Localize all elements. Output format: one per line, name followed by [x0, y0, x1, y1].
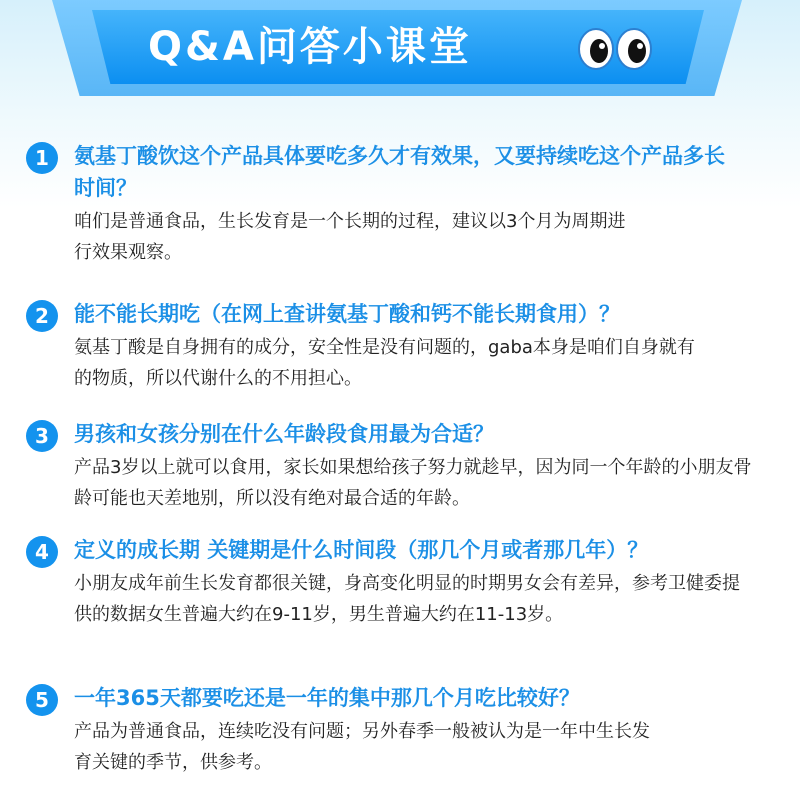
number-badge: 3: [26, 420, 58, 452]
page-title: Q&A问答小课堂: [148, 24, 472, 70]
answer-text: 产品为普通食品，连续吃没有问题；另外春季一般被认为是一年中生长发育关键的季节，供参考。: [74, 721, 650, 773]
question-text: 氨基丁酸饮这个产品具体要吃多久才有效果，又要持续吃这个产品多长时间？: [74, 144, 725, 200]
answer-text: 小朋友成年前生长发育都很关键，身高变化明显的时期男女会有差异，参考卫健委提供的数据女生普遍大约在9-11岁，男生普遍大约在11-13岁。: [74, 573, 740, 625]
question-text: 一年365天都要吃还是一年的集中那几个月吃比较好？: [74, 686, 580, 710]
number-badge: 1: [26, 142, 58, 174]
qa-list: [26, 140, 786, 792]
question-text: 男孩和女孩分别在什么年龄段食用最为合适？: [74, 422, 494, 446]
number-badge: 5: [26, 684, 58, 716]
qa-item: [26, 682, 786, 792]
question-text: 能不能长期吃（在网上查讲氨基丁酸和钙不能长期食用）？: [74, 302, 620, 326]
answer-text: 产品3岁以上就可以食用，家长如果想给孩子努力就趁早，因为同一个年龄的小朋友骨龄可能也天差地别，所以没有绝对最合适的年龄。: [74, 457, 752, 509]
question-text: 定义的成长期 关键期是什么时间段（那几个月或者那几年）？: [74, 538, 649, 562]
eyes-icon: [576, 26, 656, 72]
answer-text: 咱们是普通食品，生长发育是一个长期的过程，建议以3个月为周期进行效果观察。: [74, 211, 626, 263]
qa-item: [26, 140, 786, 298]
answer-text: 氨基丁酸是自身拥有的成分，安全性是没有问题的，gaba本身是咱们自身就有的物质，所以代谢什么的不用担心。: [74, 337, 695, 389]
qa-item: [26, 418, 786, 534]
number-badge: 2: [26, 300, 58, 332]
qa-item: [26, 298, 786, 418]
number-badge: 4: [26, 536, 58, 568]
qa-item: [26, 534, 786, 682]
